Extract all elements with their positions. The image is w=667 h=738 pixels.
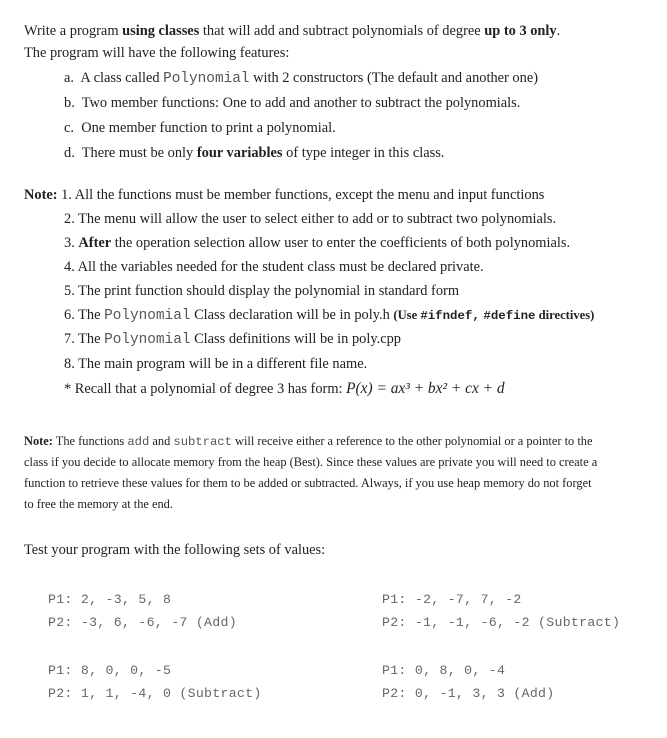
text: * Recall that a polynomial of degree 3 has form:: [64, 381, 347, 397]
test-set-4-p2: P2: 0, -1, 3, 3 (Add): [382, 686, 555, 701]
text: 3.: [64, 235, 79, 251]
feature-a: [64, 69, 538, 88]
text: A class called: [80, 70, 164, 86]
text: 7. The: [64, 331, 105, 347]
code-term: #define: [483, 309, 536, 323]
test-set-1-p2: P2: -3, 6, -6, -7 (Add): [48, 615, 237, 630]
polynomial-formula: P(x) = ax³ + bx² + cx + d: [346, 380, 505, 397]
feature-b: [64, 94, 520, 112]
code-term: #ifndef,: [420, 309, 480, 323]
note1-line-3: [64, 234, 570, 252]
code-term: Polynomial: [163, 71, 250, 87]
text: Class definitions will be in poly.cpp: [190, 331, 401, 347]
text: the operation selection allow user to enter the coefficients of both polynomials.: [111, 235, 571, 251]
text: There must be only: [81, 145, 197, 161]
text: that will add and subtract polynomials of degree: [199, 23, 485, 39]
recall-line: [64, 380, 505, 398]
intro-line-1: [24, 22, 560, 40]
list-marker: c.: [64, 120, 74, 136]
test-set-4-p1: P1: 0, 8, 0, -4: [382, 663, 506, 678]
text: 1. All the functions must be member functions, except the menu and input functions: [61, 187, 545, 203]
note2-line-3: function to retrieve these values for them to be added or subtracted. Always, if you use heap memory do not forget: [24, 476, 592, 490]
feature-d: [64, 144, 444, 162]
code-term: Polynomial: [104, 308, 191, 324]
emphasis: up to 3 only: [484, 23, 557, 39]
note2-line-1: [24, 433, 592, 450]
note1-line-7: [64, 330, 401, 349]
note1-line-8: 8. The main program will be in a different file name.: [64, 356, 368, 372]
test-set-2-p1: P1: -2, -7, 7, -2: [382, 592, 522, 607]
note2-line-4: to free the memory at the end.: [24, 497, 173, 511]
test-set-2-p2: P2: -1, -1, -6, -2 (Subtract): [382, 615, 621, 630]
note1-line-4: 4. All the variables needed for the student class must be declared private.: [64, 259, 484, 275]
emphasis: using classes: [122, 23, 200, 39]
emphasis: After: [78, 235, 112, 251]
text: and: [149, 434, 174, 448]
note1-line-1: [24, 186, 544, 204]
code-term: Polynomial: [104, 332, 191, 348]
note-label: Note:: [24, 187, 58, 203]
emphasis: directives): [535, 308, 595, 322]
intro-line-2: The program will have the following features:: [24, 45, 290, 61]
text: Write a program: [24, 23, 123, 39]
test-heading: Test your program with the following sets of values:: [24, 542, 326, 558]
list-marker: b.: [64, 95, 75, 111]
test-set-3-p1: P1: 8, 0, 0, -5: [48, 663, 172, 678]
note2-line-2: class if you decide to allocate memory from the heap (Best). Since these values are private you will need to create a: [24, 455, 598, 469]
text: 6. The: [64, 307, 105, 323]
note1-line-6: [64, 306, 594, 325]
text: One member function to print a polynomial.: [81, 120, 336, 136]
code-term: subtract: [173, 435, 232, 449]
test-set-3-p2: P2: 1, 1, -4, 0 (Subtract): [48, 686, 262, 701]
text: .: [556, 23, 561, 39]
text: will receive either a reference to the other polynomial or a pointer to the: [231, 434, 593, 448]
text: of type integer in this class.: [282, 145, 445, 161]
text: Two member functions: One to add and another to subtract the polynomials.: [81, 95, 521, 111]
note-label: Note:: [24, 434, 53, 448]
list-marker: d.: [64, 145, 75, 161]
note1-line-2: 2. The menu will allow the user to select either to add or to subtract two polynomials.: [64, 211, 557, 227]
feature-c: [64, 119, 336, 137]
text: The functions: [55, 434, 128, 448]
emphasis: (Use: [393, 308, 421, 322]
test-set-1-p1: P1: 2, -3, 5, 8: [48, 592, 172, 607]
list-marker: a.: [64, 70, 74, 86]
note1-line-5: 5. The print function should display the polynomial in standard form: [64, 283, 460, 299]
text: with 2 constructors (The default and another one): [249, 70, 538, 86]
emphasis: four variables: [196, 145, 283, 161]
code-term: add: [127, 435, 150, 449]
text: Class declaration will be in poly.h: [190, 307, 394, 323]
